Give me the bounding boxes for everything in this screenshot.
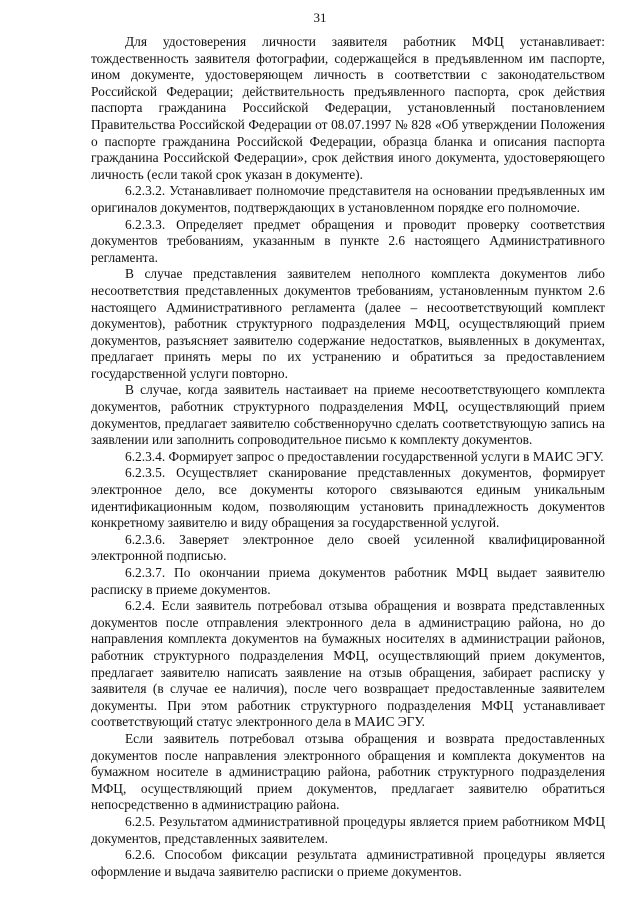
- document-body: [91, 34, 605, 880]
- paragraph-6-2-3-7: 6.2.3.7. По окончании приема документов работник МФЦ выдает заявителю расписку в приеме документов.: [91, 565, 605, 597]
- paragraph-incomplete-documents: В случае представления заявителем неполного комплекта документов либо несоответствия представленных документов требованиям, установленным пунктом 2.6 настоящего Административного регламента (далее – несоответствующий комплект документов), работник структурного подразделения МФЦ, осуществляющий прием документов, разъясняет заявителю содержание недостатков, выявленных в документах, предлагает принять меры по их устранению и обратиться за предоставлением государственной услуги повторно.: [91, 266, 605, 381]
- paragraph-applicant-insists: В случае, когда заявитель настаивает на приеме несоответствующего комплекта документов, работник структурного подразделения МФЦ, осуществляющий прием документов, предлагает заявителю собственноручно сделать соответствующую запись на заявлении или заполнить сопроводительное письмо к комплекту документов.: [91, 382, 605, 448]
- paragraph-6-2-5: 6.2.5. Результатом административной процедуры является прием работником МФЦ документов, представленных заявителем.: [91, 813, 605, 846]
- paragraph-6-2-3-5: 6.2.3.5. Осуществляет сканирование представленных документов, формирует электронное дело, все документы которого связываются единым уникальным идентификационным кодом, позволяющим установить принадлежность документов конкретному заявителю и виду обращения за государственной услугой.: [91, 465, 605, 531]
- paragraph-withdrawal-after-sending: Если заявитель потребовал отзыва обращения и возврата предоставленных документов после направления электронного обращения и комплекта документов на бумажном носителе в администрацию района, работник структурного подразделения МФЦ, осуществляющий прием документов, предлагает заявителю обратиться непосредственно в администрацию района.: [91, 730, 605, 813]
- paragraph-6-2-3-3: 6.2.3.3. Определяет предмет обращения и проводит проверку соответствия документов требованиям, указанным в пункте 2.6 настоящего Административного регламента.: [91, 216, 605, 265]
- paragraph-6-2-6: 6.2.6. Способом фиксации результата административной процедуры является оформление и выдача заявителю расписки о приеме документов.: [91, 847, 605, 879]
- paragraph-identity-verification: Для удостоверения личности заявителя работник МФЦ устанавливает: тождественность заявителя фотографии, содержащейся в предъявленном им паспорте, ином документе, удостоверяющем личность в соответствии с законодательством Российской Федерации; действительность предъявленного паспорта, срок действия паспорта гражданина Российской Федерации, установленный постановлением Правительства Российской Федерации от 08.07.1997 № 828 «Об утверждении Положения о паспорте гражданина Российской Федерации, образца бланка и описания паспорта гражданина Российской Федерации», срок действия иного документа, удостоверяющего личность (если такой срок указан в документе).: [91, 34, 605, 182]
- paragraph-6-2-3-6: 6.2.3.6. Заверяет электронное дело своей усиленной квалифицированной электронной подписью.: [91, 531, 605, 564]
- page-number: 31: [313, 10, 327, 25]
- paragraph-6-2-3-4: 6.2.3.4. Формирует запрос о предоставлении государственной услуги в МАИС ЭГУ.: [125, 448, 604, 464]
- paragraph-6-2-3-2: 6.2.3.2. Устанавливает полномочие представителя на основании предъявленных им оригиналов документов, подтверждающих в установленном порядке его полномочие.: [91, 183, 605, 215]
- paragraph-6-2-4: 6.2.4. Если заявитель потребовал отзыва обращения и возврата представленных документов после отправления электронного дела в администрацию района, но до направления комплекта документов на бумажных носителях в администрации районов, работник структурного подразделения МФЦ, осуществляющий прием документов, предлагает заявителю написать заявление на отзыв обращения, забирает расписку у заявителя (в случае ее наличия), после чего возвращает предоставленные заявителем документы. При этом работник структурного подразделения МФЦ устанавливает соответствующий статус электронного дела в МАИС ЭГУ.: [91, 598, 605, 730]
